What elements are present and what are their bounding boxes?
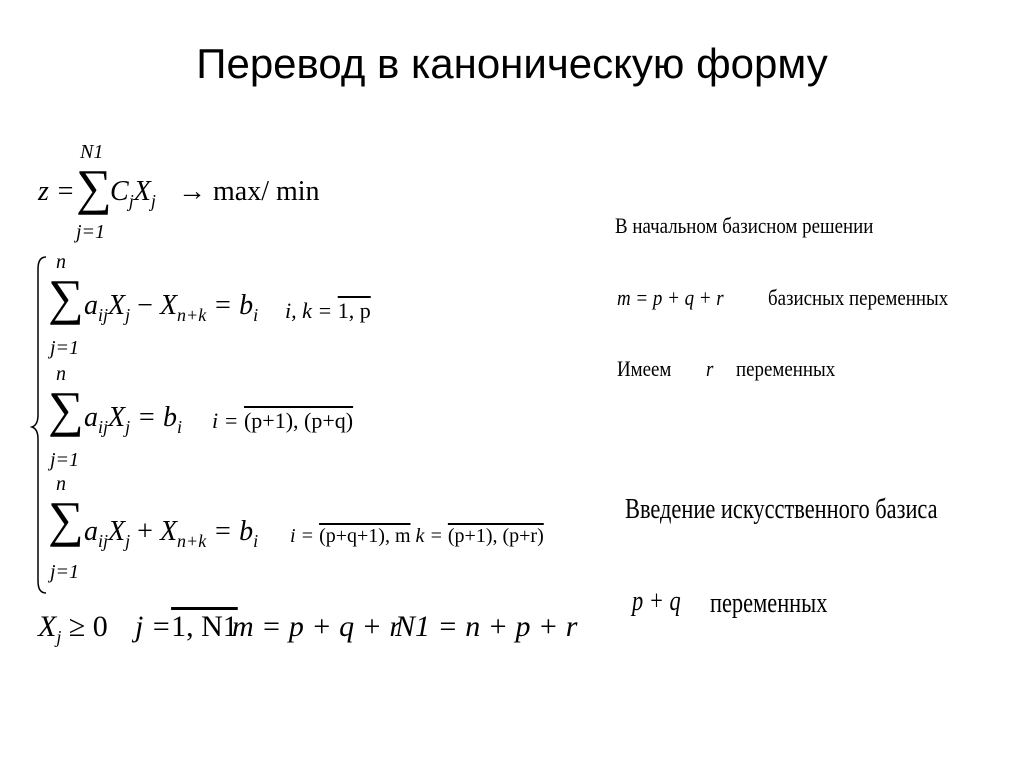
- m-equation: m = p + q + r: [232, 610, 402, 643]
- c2-sum-lower: j=1: [50, 449, 80, 471]
- objective-sum-upper: N1: [80, 141, 104, 163]
- sum-symbol: ∑: [48, 269, 84, 325]
- n1-equation: N1 = n + p + r: [395, 610, 578, 643]
- objective-sum-lower: j=1: [76, 221, 106, 243]
- nonneg-condition: $X_j \ge 0$: [38, 610, 108, 647]
- note-basis-vars: базисных переменных: [768, 285, 949, 310]
- system-brace-icon: [30, 255, 50, 595]
- c3-sum-upper: n: [56, 473, 66, 495]
- objective-term: $C_jX_j$: [110, 176, 156, 211]
- note-m-formula: m = p + q + r: [617, 285, 724, 310]
- note-initial-basis: В начальном базисном решении: [615, 213, 874, 238]
- c1-index: i, k = 1, p: [285, 298, 371, 323]
- c1-sum-upper: n: [56, 251, 66, 273]
- sum-symbol: ∑: [48, 491, 84, 547]
- j-range: j =1, N1: [135, 610, 238, 643]
- c3-index: i = (p+q+1), m k = (p+1), (p+r): [290, 525, 544, 547]
- c2-index: i = (p+1), (p+q): [212, 408, 354, 433]
- slide-title: Перевод в каноническую форму: [196, 40, 828, 87]
- c3-expression: $a_{ij}X_j + X_{n+k} = b_i$: [84, 516, 259, 551]
- objective-lhs: z =: [38, 176, 75, 207]
- c1-expression: $a_{ij}X_j - X_{n+k} = b_i$: [84, 290, 259, 325]
- note-have: Имеем: [617, 356, 672, 381]
- note-r: r: [706, 356, 714, 381]
- c1-sum-lower: j=1: [50, 337, 80, 359]
- note-vars-1: переменных: [736, 356, 836, 381]
- sum-symbol: ∑: [76, 159, 112, 215]
- c2-expression: $a_{ij}X_j = b_i$: [84, 402, 183, 437]
- c3-sum-lower: j=1: [50, 561, 80, 583]
- note-vars-2: переменных: [710, 588, 828, 619]
- c2-sum-upper: n: [56, 363, 66, 385]
- objective-goal: → max/ min: [178, 176, 320, 207]
- sum-symbol: ∑: [48, 381, 84, 437]
- note-artificial-basis: Введение искусственного базиса: [625, 494, 938, 525]
- note-pq: p + q: [632, 586, 681, 617]
